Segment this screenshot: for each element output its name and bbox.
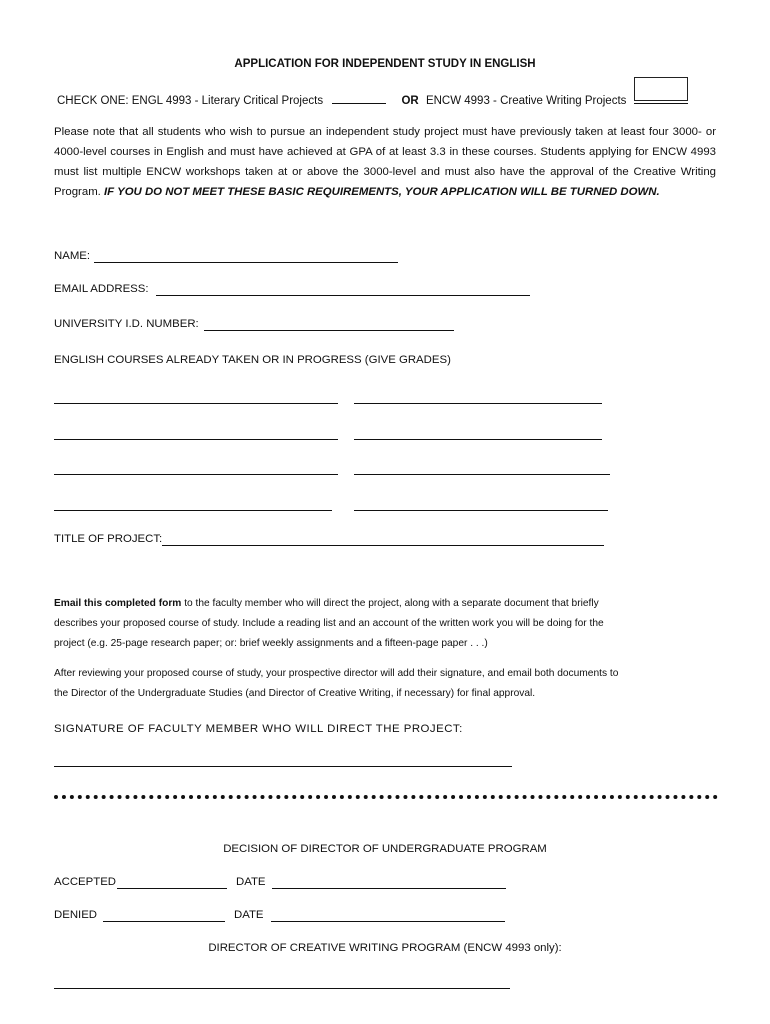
uid-field[interactable] xyxy=(204,330,454,331)
encw-4993-box xyxy=(634,77,688,101)
course-field-1b[interactable] xyxy=(354,403,602,404)
course-field-2b[interactable] xyxy=(354,439,602,440)
encw-4993-checkbox[interactable] xyxy=(634,91,688,104)
engl-4993-checkbox[interactable] xyxy=(332,91,386,104)
notice-text: Please note that all students who wish to pursue an independent study project must have previously taken at least four 3000- or 4000-level courses in English and must have achieved at GPA of at least 3.3 in these courses. Students applying for ENCW 4993 must list multiple ENCW workshops taken at or above the 3000-level and must also have the approval of the Creative Writing Program. xyxy=(54,126,716,198)
course-field-4a[interactable] xyxy=(54,510,332,511)
name-label: NAME: xyxy=(54,250,91,262)
encw-option-label: ENCW 4993 - Creative Writing Projects xyxy=(425,95,627,107)
decision-heading: DECISION OF DIRECTOR OF UNDERGRADUATE PROGRAM xyxy=(223,843,547,855)
form-title: APPLICATION FOR INDEPENDENT STUDY IN ENGLISH xyxy=(234,58,536,70)
denied-date-label: DATE xyxy=(234,909,264,921)
cut-line-divider xyxy=(54,795,718,799)
email-field[interactable] xyxy=(156,295,530,296)
faculty-signature-label: SIGNATURE OF FACULTY MEMBER WHO WILL DIRECT THE PROJECT: xyxy=(54,723,463,735)
email-instructions-line-2: describes your proposed course of study. Include a reading list and an account of the written work you will be doing for the xyxy=(54,618,604,629)
denied-date-field[interactable] xyxy=(271,921,505,922)
courses-label: ENGLISH COURSES ALREADY TAKEN OR IN PROGRESS (GIVE GRADES) xyxy=(54,354,451,366)
course-field-3b[interactable] xyxy=(354,474,610,475)
check-one-row xyxy=(57,91,688,107)
course-field-1a[interactable] xyxy=(54,403,338,404)
cw-director-label: DIRECTOR OF CREATIVE WRITING PROGRAM (ENCW 4993 only): xyxy=(208,942,562,954)
email-instructions-line-1 xyxy=(54,594,599,614)
email-instructions-line-3: project (e.g. 25-page research paper; or: brief weekly assignments and a fifteen-page paper . . .) xyxy=(54,638,488,649)
accepted-date-field[interactable] xyxy=(272,888,506,889)
cw-director-signature-field[interactable] xyxy=(54,988,510,989)
check-one-label: CHECK ONE: ENGL 4993 - Literary Critical Projects xyxy=(57,95,324,107)
project-title-label: TITLE OF PROJECT: xyxy=(54,533,163,545)
email-instruction-text-1: to the faculty member who will direct the project, along with a separate document that briefly xyxy=(184,598,599,609)
email-label: EMAIL ADDRESS: xyxy=(54,283,149,295)
uid-label: UNIVERSITY I.D. NUMBER: xyxy=(54,318,199,330)
faculty-signature-field[interactable] xyxy=(54,766,512,767)
or-text: OR xyxy=(401,95,419,107)
accepted-field[interactable] xyxy=(117,888,227,889)
email-instruction-bold: Email this completed form xyxy=(54,598,182,609)
accepted-date-label: DATE xyxy=(236,876,266,888)
notice-paragraph xyxy=(54,122,716,202)
course-field-3a[interactable] xyxy=(54,474,338,475)
name-field[interactable] xyxy=(94,262,398,263)
project-title-field[interactable] xyxy=(162,545,604,546)
requirements-warning: IF YOU DO NOT MEET THESE BASIC REQUIREMENTS, YOUR APPLICATION WILL BE TURNED DOWN. xyxy=(104,186,660,198)
denied-label: DENIED xyxy=(54,909,98,921)
after-review-line-2: the Director of the Undergraduate Studies (and Director of Creative Writing, if necessary) for final approval. xyxy=(54,688,536,699)
denied-field[interactable] xyxy=(103,921,225,922)
course-field-2a[interactable] xyxy=(54,439,338,440)
accepted-label: ACCEPTED xyxy=(54,876,117,888)
after-review-line-1: After reviewing your proposed course of study, your prospective director will add their signature, and email both documents to xyxy=(54,668,619,679)
course-field-4b[interactable] xyxy=(354,510,608,511)
